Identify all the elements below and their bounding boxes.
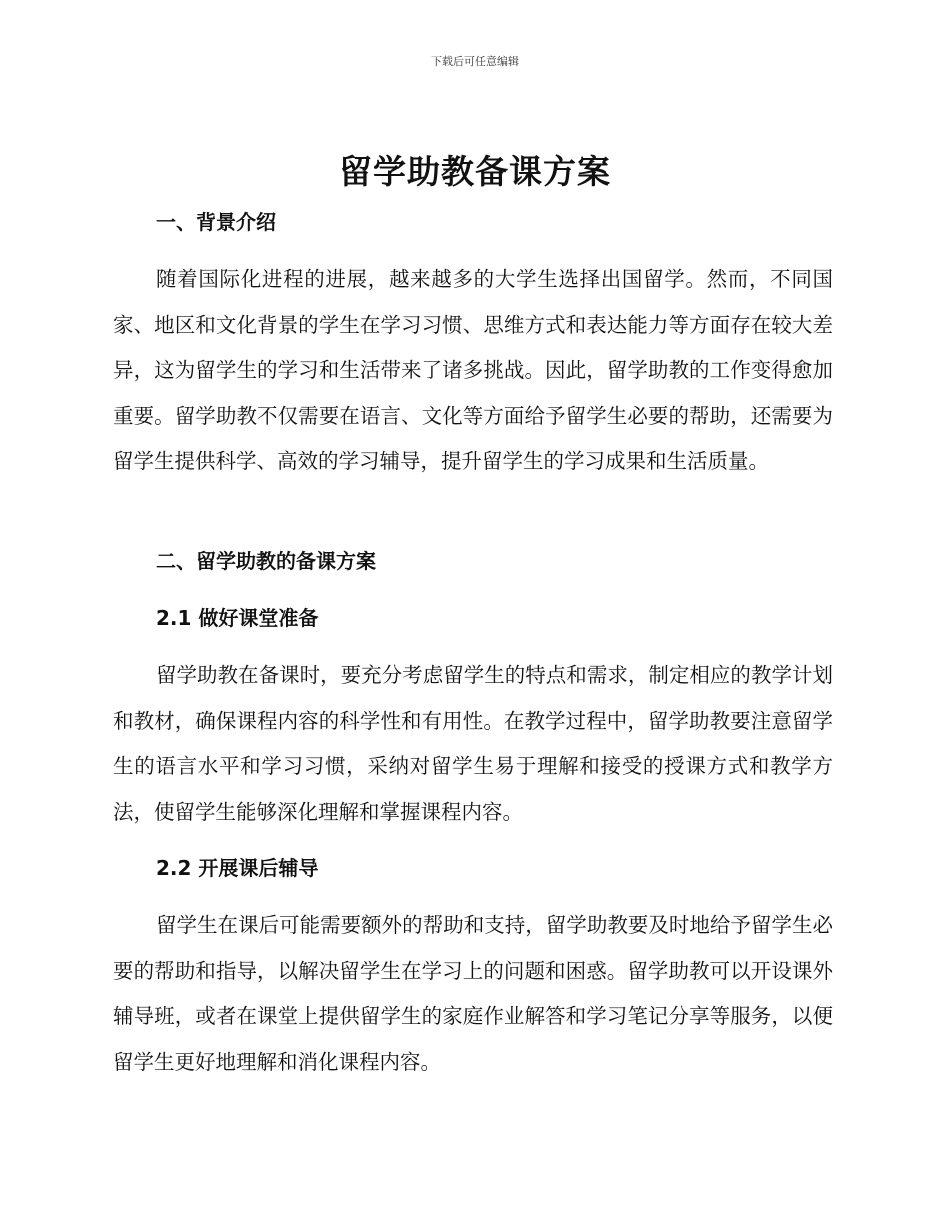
- section-heading-after-class: 2.2 开展课后辅导: [156, 856, 319, 880]
- section-heading-class-prep: 2.1 做好课堂准备: [156, 606, 319, 630]
- section-paragraph-class-prep: 留学助教在备课时，要充分考虑留学生的特点和需求，制定相应的教学计划和教材，确保课程内容的科学性和有用性。在教学过程中，留学助教要注意留学生的语言水平和学习习惯，采纳对留学生易于理解和接受的授课方式和教学方法，使留学生能够深化理解和掌握课程内容。: [113, 663, 833, 824]
- section-heading-background: 一、背景介绍: [156, 210, 276, 234]
- document-title: 留学助教备课方案: [339, 152, 611, 191]
- running-header: 下载后可任意编辑: [431, 55, 519, 68]
- section-heading-plan: 二、留学助教的备课方案: [156, 549, 376, 573]
- section-paragraph-after-class: 留学生在课后可能需要额外的帮助和支持，留学助教要及时地给予留学生必要的帮助和指导，以解决留学生在学习上的问题和困惑。留学助教可以开设课外辅导班，或者在课堂上提供留学生的家庭作业解答和学习笔记分享等服务，以便留学生更好地理解和消化课程内容。: [113, 913, 833, 1074]
- section-paragraph-background: 随着国际化进程的进展，越来越多的大学生选择出国留学。然而，不同国家、地区和文化背景的学生在学习习惯、思维方式和表达能力等方面存在较大差异，这为留学生的学习和生活带来了诸多挑战。因此，留学助教的工作变得愈加重要。留学助教不仅需要在语言、文化等方面给予留学生必要的帮助，还需要为留学生提供科学、高效的学习辅导，提升留学生的学习成果和生活质量。: [113, 267, 833, 474]
